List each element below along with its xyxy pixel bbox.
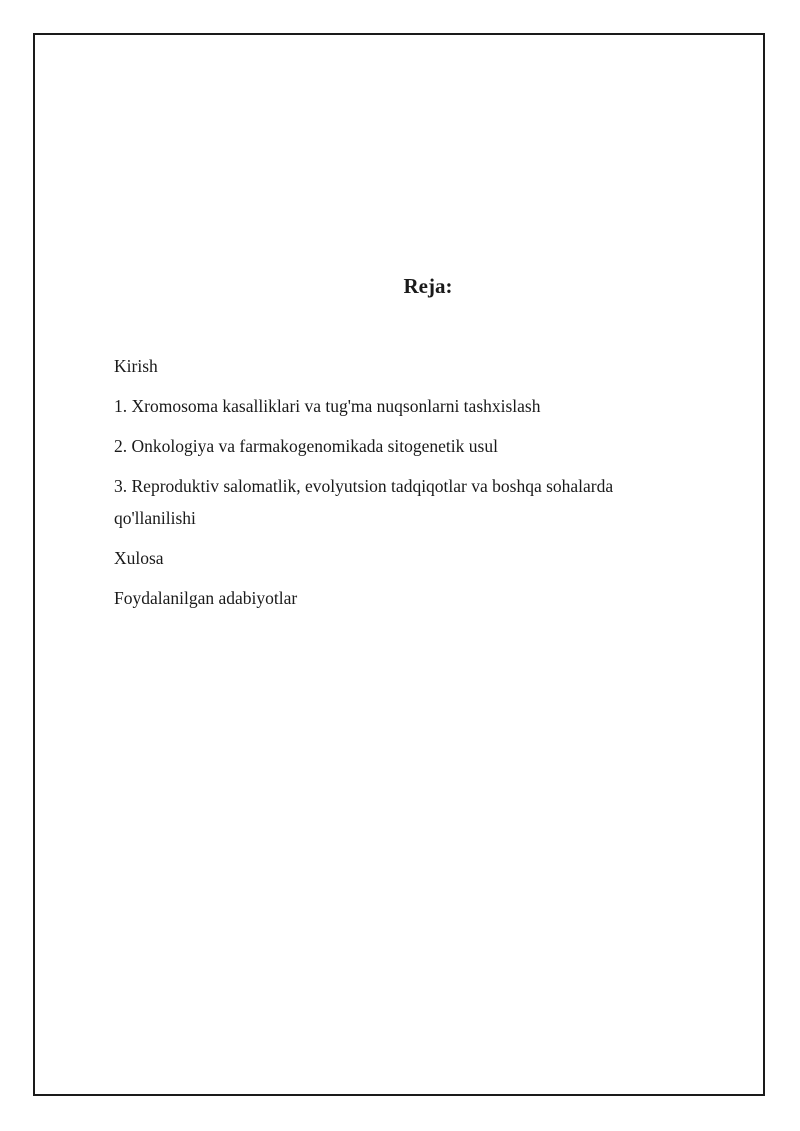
plan-item-2: 2. Onkologiya va farmakogenomikada sitogenetik usul	[114, 436, 498, 456]
page-title: Reja:	[403, 274, 453, 298]
plan-item-1: 1. Xromosoma kasalliklari va tug'ma nuqsonlarni tashxislash	[114, 396, 541, 416]
plan-item-introduction: Kirish	[114, 356, 158, 376]
plan-item-conclusion: Xulosa	[114, 548, 164, 568]
plan-item-references: Foydalanilgan adabiyotlar	[114, 588, 298, 608]
plan-list	[114, 350, 674, 622]
plan-item-3: 3. Reproduktiv salomatlik, evolyutsion tadqiqotlar va boshqa sohalarda qo'llanilishi	[114, 476, 614, 528]
